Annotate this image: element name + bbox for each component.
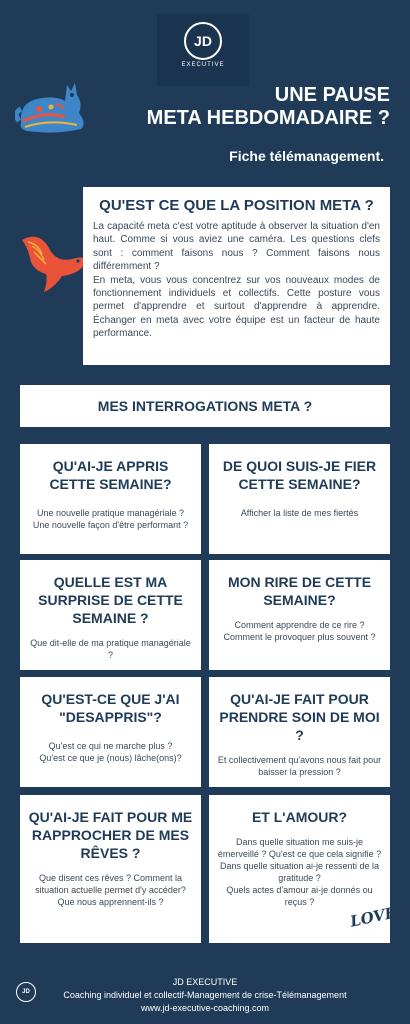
bird-illustration xyxy=(20,230,88,294)
question-text: Que disent ces rêves ? Comment la situation actuelle permet d'y accéder? Que nous apprennent-ils ? xyxy=(35,873,186,907)
title-line-1: UNE PAUSE xyxy=(274,84,390,106)
brand-logo xyxy=(157,14,249,86)
meta-definition-card xyxy=(83,187,390,365)
question-title: MON RIRE DE CETTE SEMAINE? xyxy=(227,574,372,608)
question-title: ET L'AMOUR? xyxy=(251,809,348,825)
question-card xyxy=(209,444,390,554)
logo-wordmark: EXECUTIVE xyxy=(181,62,225,68)
question-text: Dans quelle situation me suis-je émerveillé ? Qu'est ce que cela signifie ? Dans quelle situation ai-je ressenti de la gratitude ? Quels actes d'amour ai-je donnés ou reçus ? xyxy=(217,837,382,907)
logo-monogram: JD xyxy=(184,22,222,60)
question-title: QU'AI-JE FAIT POUR ME RAPPROCHER DE MES RÊVES ? xyxy=(28,809,193,861)
question-title: QU'AI-JE APPRIS CETTE SEMAINE? xyxy=(49,458,172,492)
question-text: Que dit-elle de ma pratique managériale ? xyxy=(30,638,191,660)
question-card xyxy=(209,560,390,670)
question-text: Et collectivement qu'avons nous fait pour baisser la pression ? xyxy=(217,755,382,777)
question-card xyxy=(209,677,390,787)
love-handwriting: LOVE xyxy=(348,903,398,931)
question-title: QU'AI-JE FAIT POUR PRENDRE SOIN DE MOI ? xyxy=(219,691,380,743)
question-card xyxy=(20,444,201,554)
logo-tagline: · · · · · · · · xyxy=(196,69,210,73)
footer-tagline: Coaching individuel et collectif-Management de crise-Télémanagement xyxy=(63,990,347,1000)
banner-title: MES INTERROGATIONS META ? xyxy=(97,398,313,414)
footer xyxy=(0,976,410,1015)
title-line-2: META HEBDOMADAIRE ? xyxy=(146,107,390,129)
meta-card-title: QU'EST CE QUE LA POSITION META ? xyxy=(99,197,374,214)
question-text: Qu'est ce qui ne marche plus ? Qu'est ce que je (nous) lâche(ons)? xyxy=(39,741,182,763)
footer-website-link[interactable]: www.jd-executive-coaching.com xyxy=(140,1003,270,1013)
question-title: QU'EST-CE QUE J'AI "DESAPPRIS"? xyxy=(41,691,180,725)
question-title: QUELLE EST MA SURPRISE DE CETTE SEMAINE ? xyxy=(38,574,183,626)
footer-logo: JD xyxy=(16,982,36,1002)
footer-company: JD EXECUTIVE xyxy=(172,977,238,987)
question-text: Afficher la liste de mes fiertés xyxy=(240,508,359,518)
cat-illustration xyxy=(15,73,93,141)
section-banner xyxy=(20,385,390,427)
question-card xyxy=(20,795,201,943)
page-title xyxy=(147,84,390,130)
meta-card-paragraph-1: La capacité meta c'est votre aptitude à observer la situation d'en haut. Comme si vous aviez une caméra. Les questions clefs sont : comment faisons nous ? Comment faisons nous différemment ? xyxy=(93,221,380,273)
meta-card-paragraph-2: En meta, vous vous concentrez sur vos nouveaux modes de fonctionnement individuels et collectifs. Cette posture vous permet d'apprendre et surtout d'apprendre à apprendre. Échanger en meta avec votre équipe est un facteur de haute performance. xyxy=(93,274,380,340)
question-text: Une nouvelle pratique managériale ? Une nouvelle façon d'être performant ? xyxy=(32,508,189,530)
page-subtitle: Fiche télémanagement. xyxy=(229,148,384,164)
question-text: Comment apprendre de ce rire ? Comment le provoquer plus souvent ? xyxy=(223,620,376,642)
question-card xyxy=(20,560,201,670)
question-card xyxy=(20,677,201,787)
question-title: DE QUOI SUIS-JE FIER CETTE SEMAINE? xyxy=(222,458,377,492)
